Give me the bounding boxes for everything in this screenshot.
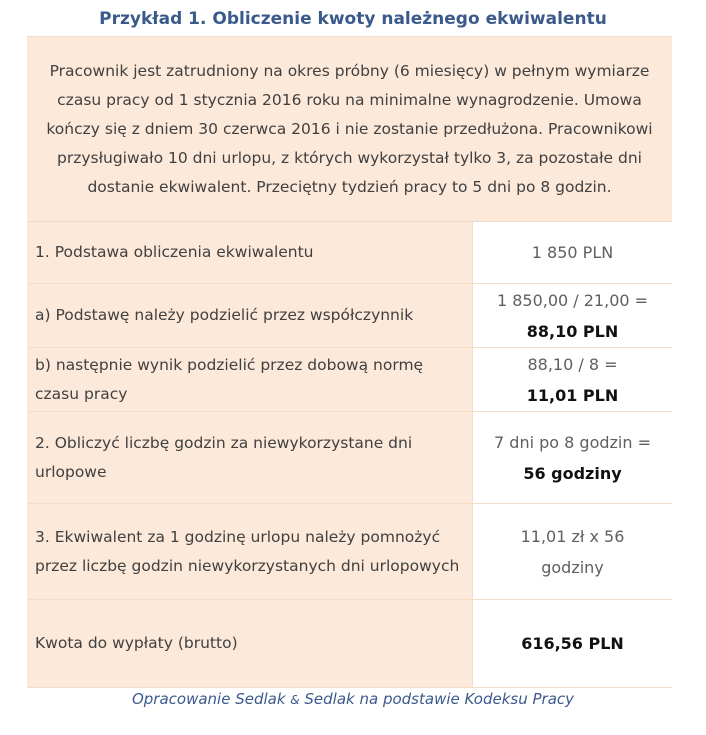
row-value-line: 1 850 PLN (531, 243, 614, 262)
row-value-line: 88,10 / 8 = (527, 354, 618, 374)
row-label: a) Podstawę należy podzielić przez współczynnik (27, 284, 472, 347)
table-row (27, 504, 672, 600)
row-value-result: 88,10 PLN (526, 321, 619, 341)
row-value (472, 284, 672, 347)
row-label: b) następnie wynik podzielić przez dobową normę czasu pracy (27, 348, 472, 411)
row-label: 1. Podstawa obliczenia ekwiwalentu (27, 222, 472, 283)
source-caption (0, 690, 706, 708)
table-row (27, 284, 672, 348)
row-value (472, 222, 672, 283)
page-title: Przykład 1. Obliczenie kwoty należnego ekwiwalentu (99, 9, 607, 29)
row-label: Kwota do wypłaty (brutto) (27, 600, 472, 687)
caption-part: Opracowanie Sedlak (131, 690, 291, 708)
table-row (27, 348, 672, 412)
caption-ampersand: & (290, 693, 300, 707)
row-value-line: 1 850,00 / 21,00 = (496, 290, 649, 310)
row-value (472, 412, 672, 503)
row-value (472, 600, 672, 687)
row-value-line: 7 dni po 8 godzin = (494, 432, 651, 452)
table-row (27, 222, 672, 284)
row-value-result: 56 godziny (523, 463, 622, 483)
row-value (472, 348, 672, 411)
caption-part: Sedlak na podstawie Kodeksu Pracy (299, 690, 575, 708)
row-value-result: 11,01 PLN (526, 385, 619, 405)
row-label: 3. Ekwiwalent za 1 godzinę urlopu należy pomnożyć przez liczbę godzin niewykorzystanych dni urlopowych (27, 504, 472, 599)
total-amount: 616,56 PLN (521, 634, 624, 653)
row-label: 2. Obliczyć liczbę godzin za niewykorzystane dni urlopowe (27, 412, 472, 503)
table-row (27, 600, 672, 688)
intro-box (27, 36, 672, 222)
intro-text: Pracownik jest zatrudniony na okres próbny (6 miesięcy) w pełnym wymiarze czasu pracy od 1 stycznia 2016 roku na minimalne wynagrodzenie. Umowa kończy się z dniem 30 czerwca 2016 i nie zostanie przedłużona. Pracownikowi przysługiwało 10 dni urlopu, z których wykorzystał tylko 3, za pozostałe dni dostanie ekwiwalent. Przeciętny tydzień pracy to 5 dni po 8 godzin. (46, 61, 653, 196)
table-row (27, 412, 672, 504)
row-value-line: 11,01 zł x 56 godziny (520, 526, 625, 577)
row-value (472, 504, 672, 599)
